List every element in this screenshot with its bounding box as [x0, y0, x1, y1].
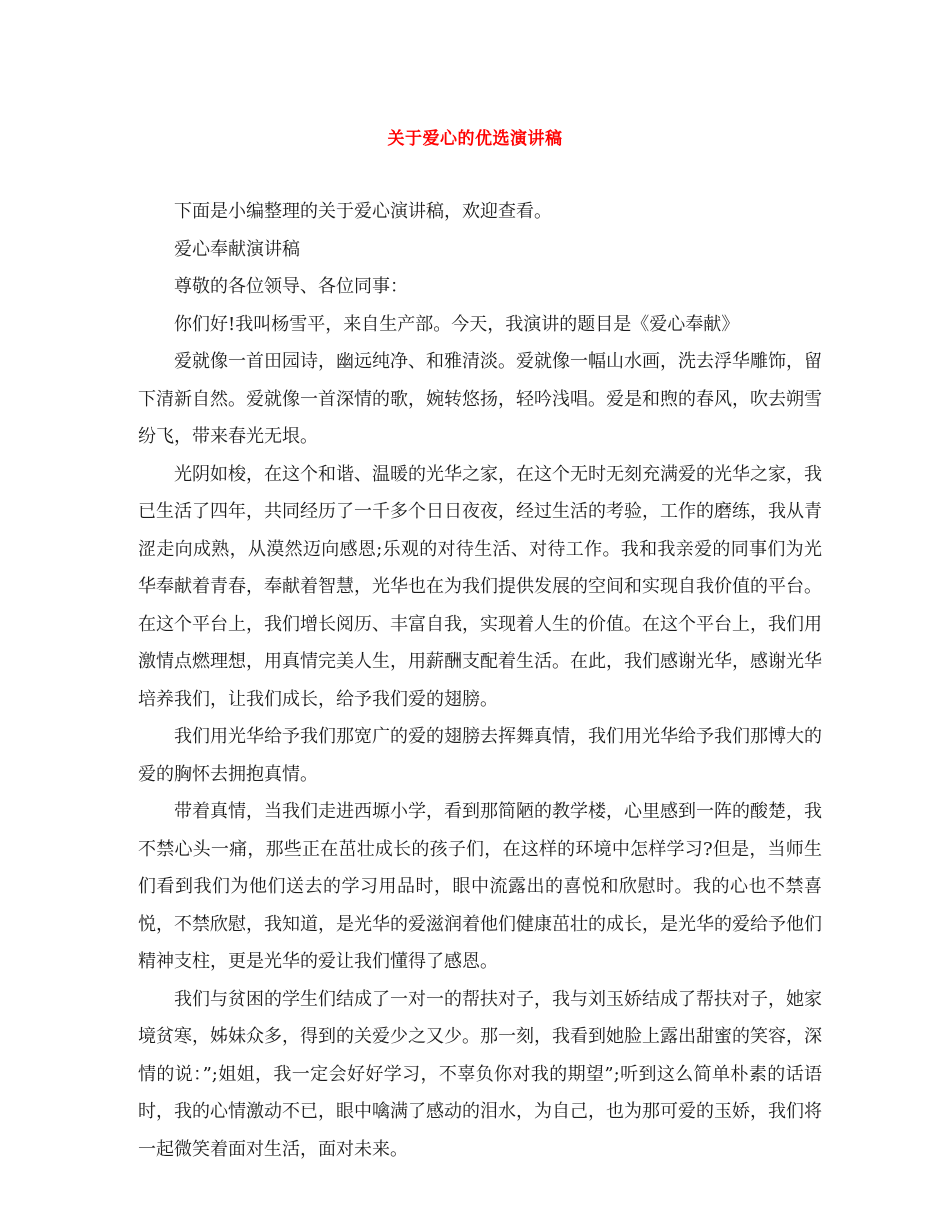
- paragraph: 尊敬的各位领导、各位同事：: [174, 276, 408, 297]
- paragraph: 你们好!我叫杨雪平，来自生产部。今天，我演讲的题目是《爱心奉献》: [174, 313, 740, 335]
- paragraph: 我们用光华给予我们那宽广的爱的翅膀去挥舞真情，我们用光华给予我们那博大的爱的胸怀去拥抱真情。: [138, 726, 822, 785]
- paragraph: 下面是小编整理的关于爱心演讲稿，欢迎查看。: [174, 201, 552, 222]
- paragraph: 爱就像一首田园诗，幽远纯净、和雅清淡。爱就像一幅山水画，洗去浮华雕饰，留下清新自然。爱就像一首深情的歌，婉转悠扬，轻吟浅唱。爱是和煦的春风，吹去朔雪纷飞，带来春光无垠。: [138, 351, 822, 447]
- paragraph: 光阴如梭，在这个和谐、温暖的光华之家，在这个无时无刻充满爱的光华之家，我已生活了四年，共同经历了一千多个日日夜夜，经过生活的考验，工作的磨练，我从青涩走向成熟，从漠然迈向感恩;乐观的对待生活、对待工作。我和我亲爱的同事们为光华奉献着青春，奉献着智慧，光华也在为我们提供发展的空间和实现自我价值的平台。在这个平台上，我们增长阅历、丰富自我，实现着人生的价值。在这个平台上，我们用激情点燃理想，用真情完美人生，用薪酬支配着生活。在此，我们感谢光华，感谢光华培养我们，让我们成长，给予我们爱的翅膀。: [138, 463, 822, 710]
- paragraph: 爱心奉献演讲稿: [174, 238, 300, 260]
- document-body: [138, 193, 822, 1168]
- paragraph: 带着真情，当我们走进西塬小学，看到那简陋的教学楼，心里感到一阵的酸楚，我不禁心头一痛，那些正在茁壮成长的孩子们，在这样的环境中怎样学习?但是，当师生们看到我们为他们送去的学习用品时，眼中流露出的喜悦和欣慰时。我的心也不禁喜悦，不禁欣慰，我知道，是光华的爱滋润着他们健康茁壮的成长，是光华的爱给予他们精神支柱，更是光华的爱让我们懂得了感恩。: [138, 801, 822, 972]
- paragraph: 我们与贫困的学生们结成了一对一的帮扶对子，我与刘玉娇结成了帮扶对子，她家境贫寒，姊妹众多，得到的关爱少之又少。那一刻，我看到她脸上露出甜蜜的笑容，深情的说：”;姐姐，我一定会好好学习，不辜负你对我的期望”;听到这么简单朴素的话语时，我的心情激动不已，眼中噙满了感动的泪水，为自己，也为那可爱的玉娇，我们将一起微笑着面对生活，面对未来。: [138, 988, 822, 1160]
- document-title: 关于爱心的优选演讲稿: [387, 129, 563, 149]
